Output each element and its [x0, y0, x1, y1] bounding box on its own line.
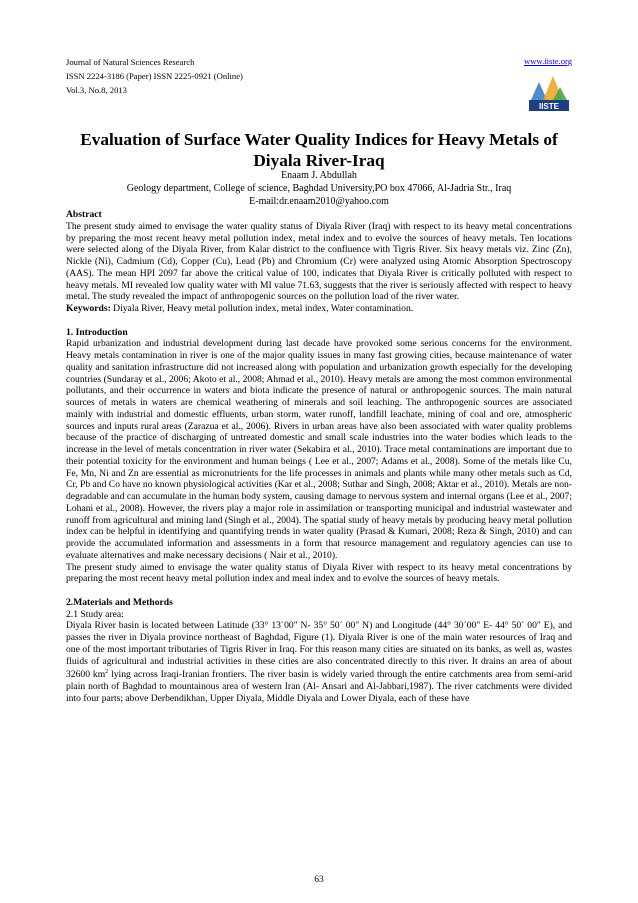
journal-issn: ISSN 2224-3186 (Paper) ISSN 2225-0921 (Online) [66, 71, 243, 81]
intro-paragraph-2: The present study aimed to envisage the water quality status of Diyala River with respect to its heavy metal concentrations by preparing the most recent heavy metal pollution index and meal index and to evolve the sources of heavy metals. [66, 561, 572, 585]
iiste-logo [527, 70, 571, 112]
page-number: 63 [314, 874, 324, 885]
intro-paragraph-1: Rapid urbanization and industrial development during last decade have provoked some serious concerns for the environment. Heavy metals contamination in river is one of the major quality issues in many fast growing cities, because maintenance of water quality and sanitation infrastructure did not increased along with population and urbanization growth especially for the developing countries (Sundaray et al., 2006; Akoto et al., 2008; Ahmad et al., 2010). Heavy metals are among the most common environmental pollutants, and their occurrence in waters and biota indicate the presence of natural or anthropogenic sources. The main natural sources of metals in waters are chemical weathering of minerals and soil leaching. The anthropogenic sources are associated mainly with industrial and domestic effluents, urban storm, water runoff, landfill leachate, mining of coal and ore, atmospheric sources and inputs rural areas (Zarazua et al., 2006). Rivers in urban areas have also been associated with water quality problems because of the practice of discharging of untreated domestic and small scale industries into the water bodies which leads to the increase in the level of metals concentration in river water (Sekabira et al., 2010). Trace metal contaminations are important due to their potential toxicity for the environment and human beings ( Lee et al., 2007; Adams et al., 2008). Some of the metals like Cu, Fe, Mn, Ni and Zn are essential as micronutrients for the life processes in animals and plants while many other metals such as Cd, Cr, Pb and Co have no known physiological activities (Kar et al., 2008; Suthar and Singh, 2008; Aktar et al., 2010). Metals are non-degradable and can accumulate in the human body system, causing damage to nervous system and internal organs (Lee et al., 2007; Lohani et al., 2008). However, the rivers play a major role in assimilation or transporting municipal and industrial wastewater and runoff from agricultural and mining land (Singh et al., 2004). The spatial study of heavy metals by producing heavy metal pollution index can be helpful in identifying and quantifying trends in water quality (Prasad & Kumari, 2008; Reza & Singh, 2010) and can provide the accumulated information and assessments in a form that resource management and regulatory agencies can use to evaluate alternatives and make necessary decisions ( Nair et al., 2010). [66, 338, 572, 561]
keywords-label: Keywords: [66, 303, 111, 314]
abstract-text: The present study aimed to envisage the water quality status of Diyala River (Iraq) with respect to its heavy metal concentrations by preparing the most recent heavy metal pollution index, metal index and to evolve the sources of heavy metals. Ten locations were selected along of the Diyala River, from Kalar district to the confluence with Tigris River. Six heavy metals viz. Zinc (Zn), Nickle (Ni), Cadmium (Cd), Copper (Cu), Lead (Pb) and Chromium (Cr) were analyzed using Atomic Absorption Spectroscopy (AAS). The mean HPI 2097 far above the critical value of 100, indicates that Diyala River is critically polluted with respect to heavy metals. MI revealed low quality water with MI value 71.63, suggests that the river is seriously affected with respect to heavy metal. The study revealed the impact of anthropogenic sources on the pollution load of the river water. [66, 220, 572, 303]
paper-title: Evaluation of Surface Water Quality Indices for Heavy Metals of Diyala River-Iraq [80, 130, 558, 170]
journal-name: Journal of Natural Sciences Research [66, 57, 195, 67]
keywords-line [66, 303, 572, 315]
intro-heading: 1. Introduction [66, 326, 128, 338]
study-area-subheading: 2.1 Study area: [66, 608, 124, 620]
study-area-paragraph: Diyala River basin is located between Latitude (33° 13´00" N- 35° 50´ 00" N) and Longitude (44° 30´00" E- 44° 50´ 00" E), and passes the river in Diyala province northeast of Baghdad, Figure (1). Diyala River is one of the main water resources of Iraq and one of the most important tributaries of Tigris River in Iraq. For this reason many cities are situated on its banks, as well as, wastes fluids of agricultural and industrial activities in these cities are also concentrated directly to this river. It drains an area of about 32600 $km^2$ lying across Iraqi-Iranian frontiers. The river basin is widely varied through the entire catchments area from semi-arid plain north of Baghdad to mountainous area of western Iran (Al- Ansari and Al-Jabbari,1987). The river catchments were divided into four parts; above Derbendikhan, Upper Diyala, Middle Diyala and Lower Diyala, each of these have [66, 620, 572, 704]
keywords-text: Diyala River, Heavy metal pollution index, metal index, Water contamination. [110, 303, 414, 314]
logo-text: IISTE [538, 102, 560, 111]
author-email: E-mail:dr.enaam2010@yahoo.com [249, 196, 389, 207]
author-affiliation: Geology department, College of science, Baghdad University,PO box 47066, Al-Jadria Str., Iraq [126, 183, 512, 194]
paper-body [66, 209, 572, 705]
journal-volume: Vol.3, No.8, 2013 [66, 85, 127, 95]
journal-url-link[interactable]: www.iiste.org [524, 56, 572, 66]
methods-heading: 2.Materials and Methords [66, 596, 173, 608]
abstract-heading: Abstract [66, 209, 102, 220]
author-name: Enaam J. Abdullah [281, 170, 357, 181]
